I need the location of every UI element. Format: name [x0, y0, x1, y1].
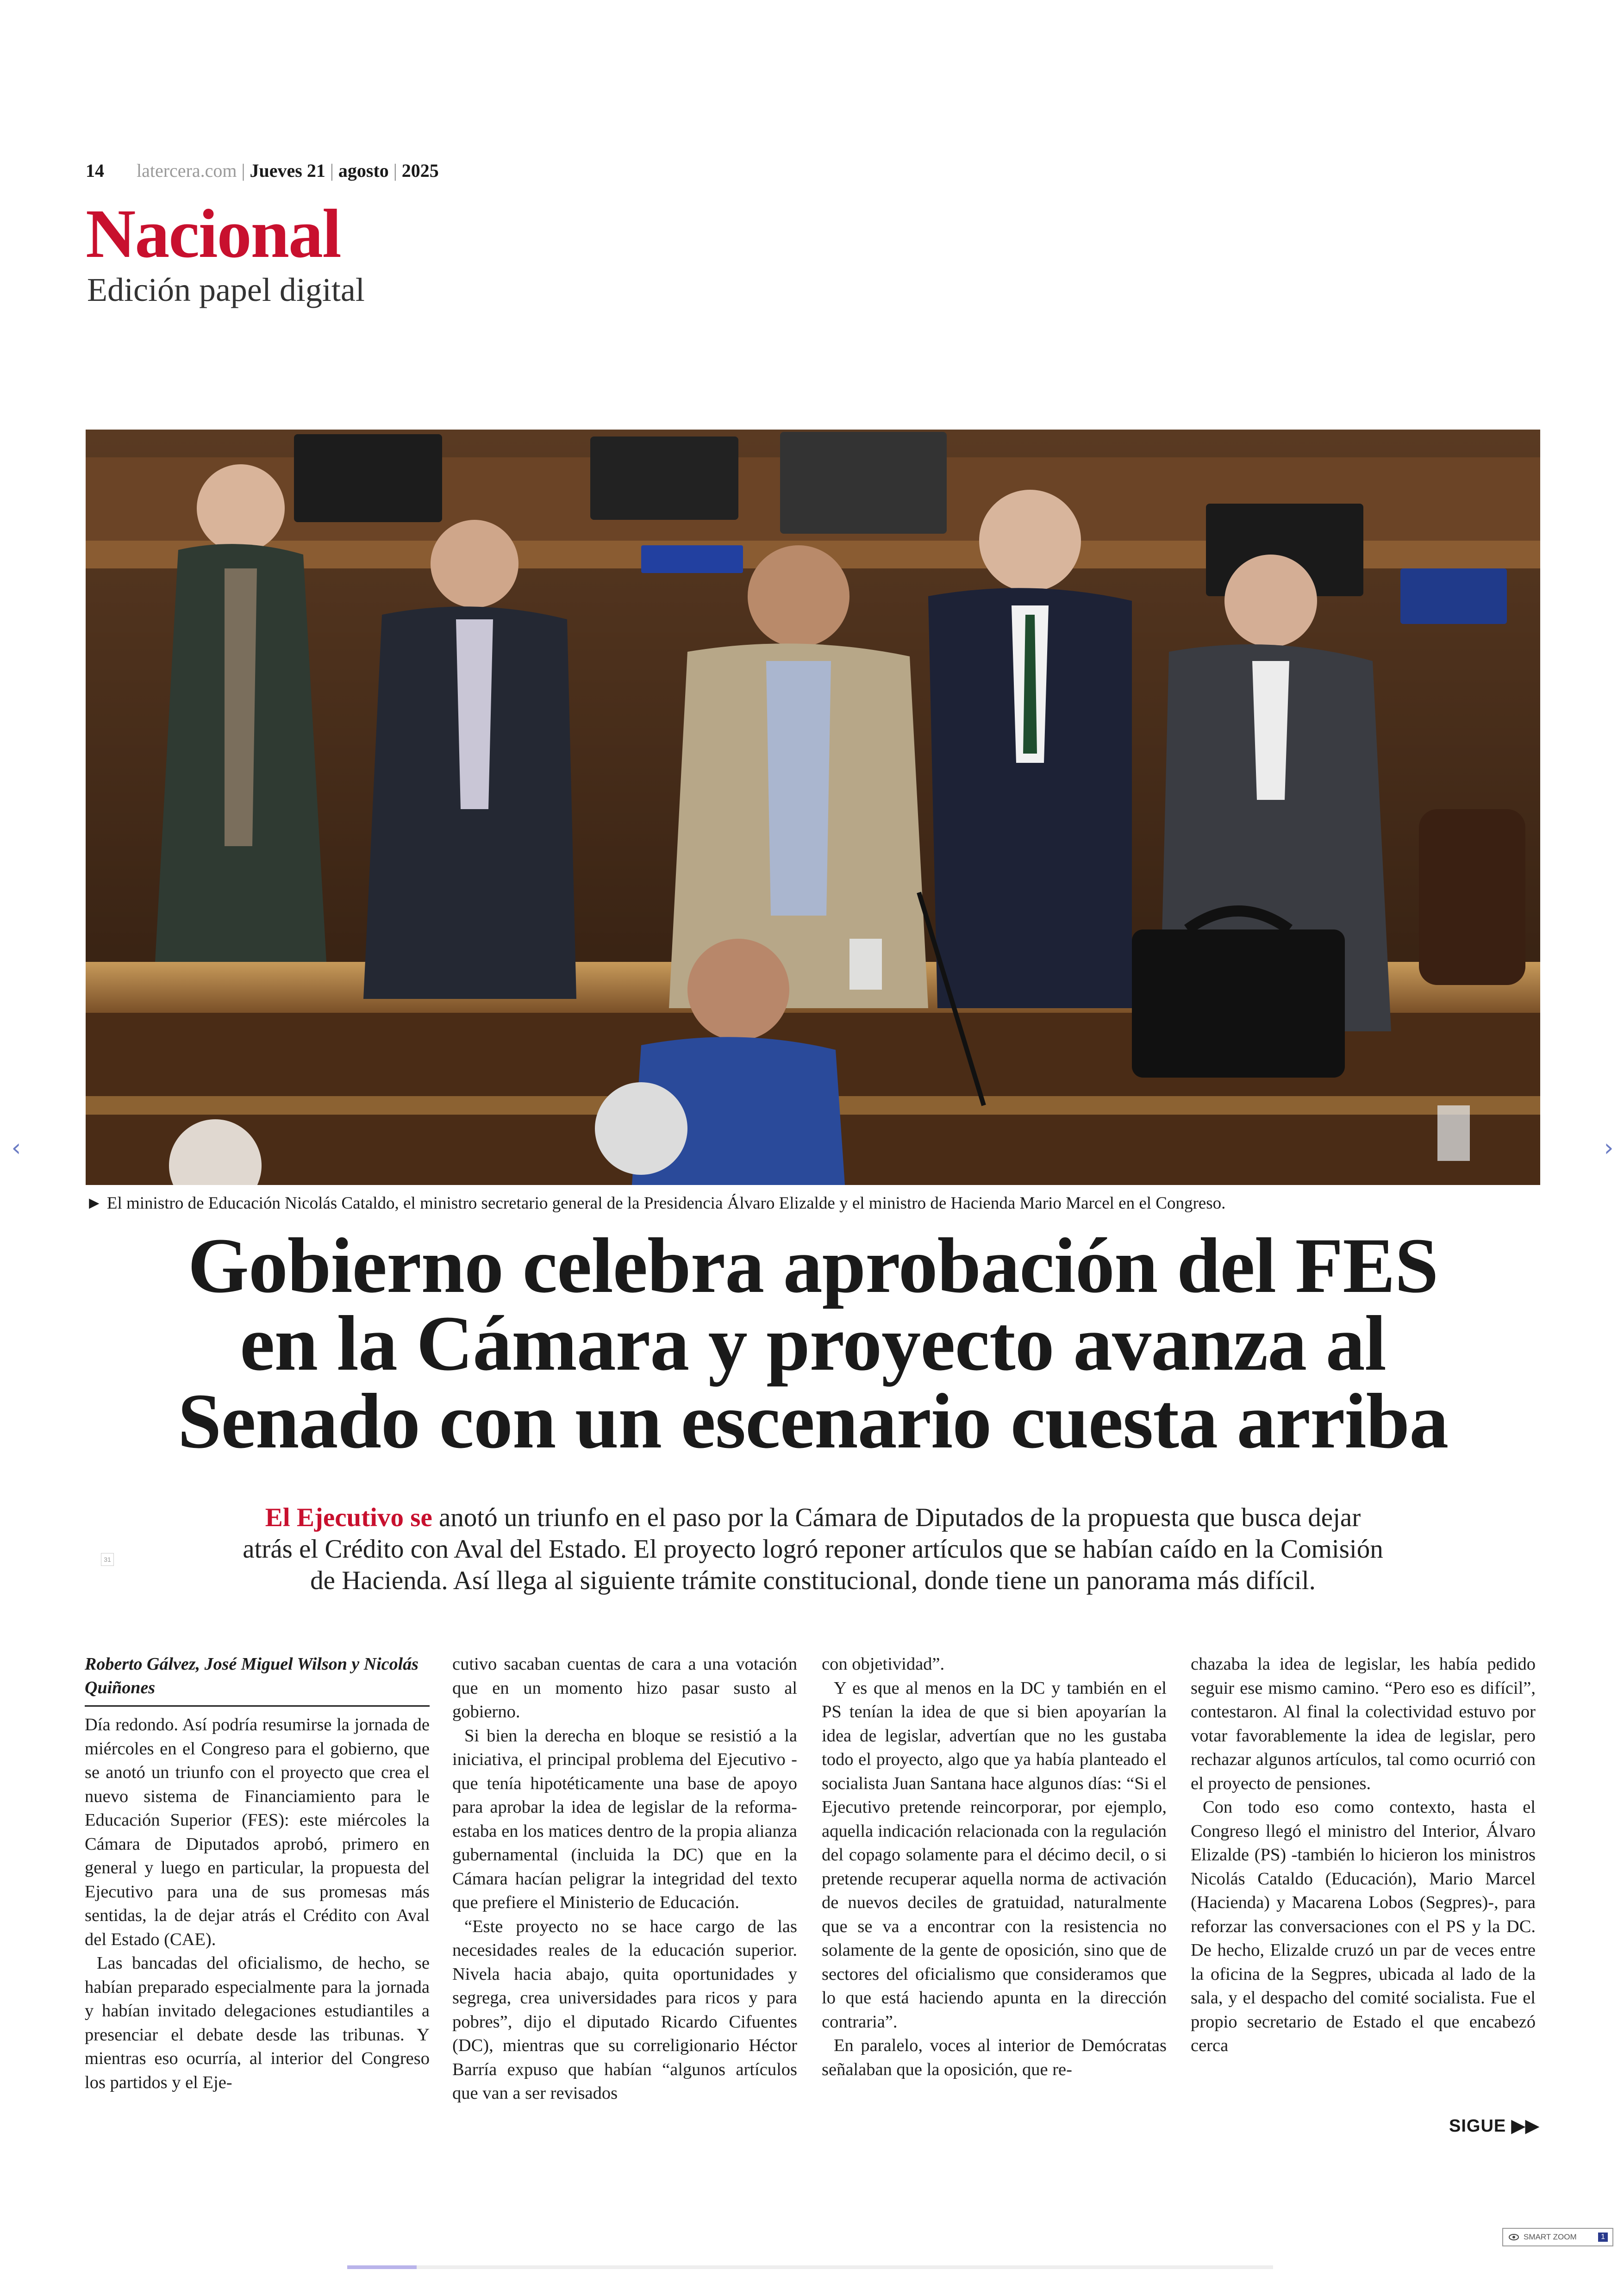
article-column-4 — [1191, 1653, 1536, 2058]
paragraph: cutivo sacaban cuentas de cara a una votación que en un momento hizo pasar susto al gobierno. — [452, 1654, 797, 1721]
paragraph: “Este proyecto no se hace cargo de las necesidades reales de la educación superior. Nivela hacia abajo, quita oportunidades y segrega, crea universidades para ricos y para pobres”, dijo el diputado Ricardo Cifuentes (DC), mientras que su correligionario Héctor Barría expuso que habían “algunos artículos que van a ser revisados — [452, 1916, 797, 2103]
byline: Roberto Gálvez, José Miguel Wilson y Nicolás Quiñones — [85, 1654, 418, 1697]
smart-zoom-label: SMART ZOOM — [1524, 2233, 1577, 2241]
congress-photo-illustration — [86, 430, 1540, 1185]
headline-line-2: en la Cámara y proyecto avanza al — [240, 1300, 1386, 1387]
dek-line-1: El Ejecutivo se anotó un triunfo en el paso por la Cámara de Diputados de la propuesta que busca dejar — [265, 1503, 1361, 1532]
edition-subtitle: Edición papel digital — [87, 271, 365, 308]
dek-marker: 31 — [101, 1553, 114, 1566]
byline-rule — [85, 1705, 430, 1707]
dek-line-3: de Hacienda. Así llega al siguiente trámite constitucional, donde tiene un panorama más difícil. — [310, 1566, 1316, 1595]
paragraph: con objetividad”. — [822, 1654, 945, 1674]
date-month: agosto — [338, 160, 389, 181]
section-title: Nacional — [86, 195, 341, 272]
reading-progress-fill — [347, 2265, 417, 2269]
page-header: 14 latercera.com | Jueves 21 | agosto | 2025 — [86, 160, 439, 181]
article-column-2 — [452, 1653, 797, 2106]
dek-line-2: atrás el Crédito con Aval del Estado. El proyecto logró reponer artículos que se habían caído en la Comisión — [243, 1534, 1383, 1564]
lead-photo — [86, 430, 1540, 1185]
dek — [86, 1502, 1540, 1597]
paragraph: Con todo eso como contexto, hasta el Congreso llegó el ministro del Interior, Álvaro Elizalde (PS) -también lo hicieron los ministros Nicolás Cataldo (Educación), Mario Marcel (Hacienda) y Macarena Lobos (Segpres)-, para reforzar las conversaciones con el PS y la DC. De hecho, Elizalde cruzó un par de veces entre la oficina de la Segpres, ubicada al lado de la sala, y el despacho del comité socialista. Fue el propio secretario de Estado el que encabezó cerca — [1191, 1797, 1536, 2055]
smart-zoom-button[interactable] — [1502, 2228, 1613, 2246]
paragraph: Y es que al menos en la DC y también en el PS tenían la idea de que si bien apoyarían la idea de legislar, advertían que no les gustaba todo el proyecto, algo que ya había planteado el socialista Juan Santana hace algunos días: “Si el Ejecutivo pretende reincorporar, por ejemplo, aquella indicación relacionada con la regulación del copago solamente para el décimo decil, o si pretende recuperar aquella norma de activación de nuevos deciles de gratuidad, naturalmente que se va a encontrar con la resistencia no solamente de la gente de oposición, sino que de sectores del oficialismo que consideramos que lo que está haciendo apunta en la dirección contraria”. — [822, 1678, 1167, 2032]
next-page-chevron-icon[interactable]: › — [1604, 1134, 1614, 1162]
headline-line-1: Gobierno celebra aprobación del FES — [187, 1222, 1438, 1309]
prev-page-chevron-icon[interactable]: ‹ — [11, 1134, 21, 1162]
paragraph: chazaba la idea de legislar, les había pedido seguir ese mismo camino. “Pero eso es difícil”, contestaron. Al final la colectividad estuvo por votar favorablemente la idea de legislar, pero rechazar algunos artículos, tal como ocurrió con el proyecto de pensiones. — [1191, 1654, 1536, 1793]
site-name: latercera.com — [137, 160, 237, 181]
article-column-3 — [822, 1653, 1167, 2082]
dek-lead: El Ejecutivo se — [265, 1503, 432, 1532]
eye-icon — [1509, 2234, 1519, 2240]
paragraph: Día redondo. Así podría resumirse la jornada de miércoles en el Congreso para el gobierno, que se anotó un triunfo con el proyecto que crea el nuevo sistema de Financiamiento para le Educación Superior (FES): este miércoles la Cámara de Diputados aprobó, primero en general y luego en particular, la propuesta del Ejecutivo para una de sus promesas más sentidas, la de dejar atrás el Crédito con Aval del Estado (CAE). — [85, 1715, 430, 1949]
paragraph: En paralelo, voces al interior de Demócratas señalaban que la oposición, que re- — [822, 2036, 1167, 2079]
date-day: Jueves 21 — [250, 160, 325, 181]
headline-line-3: Senado con un escenario cuesta arriba — [177, 1378, 1449, 1465]
photo-caption: ► El ministro de Educación Nicolás Cataldo, el ministro secretario general de la Presidencia Álvaro Elizalde y el ministro de Hacienda Mario Marcel en el Congreso. — [86, 1194, 1226, 1213]
article-column-1 — [85, 1653, 430, 2095]
smart-zoom-badge: 1 — [1598, 2233, 1608, 2242]
paragraph: Si bien la derecha en bloque se resistió a la iniciativa, el principal problema del Ejecutivo -que tenía hipotéticamente una base de apoyo para aprobar la idea de legislar de la reforma- estaba en los matices dentro de la propia alianza gubernamental (incluida la DC) que en la Cámara hacían peligrar la integridad del texto que prefiere el Ministerio de Educación. — [452, 1726, 797, 1912]
paragraph: Las bancadas del oficialismo, de hecho, se habían preparado especialmente para la jornada y habían invitado delegaciones estudiantiles a presenciar el debate desde las tribunas. Y mientras eso ocurría, al interior del Congreso los partidos y el Eje- — [85, 1953, 430, 2092]
headline — [86, 1222, 1540, 1465]
date-year: 2025 — [401, 160, 439, 181]
reading-progress-bar[interactable] — [347, 2265, 1273, 2269]
page-number: 14 — [86, 160, 104, 181]
continue-label[interactable]: SIGUE ▶▶ — [1449, 2116, 1540, 2136]
